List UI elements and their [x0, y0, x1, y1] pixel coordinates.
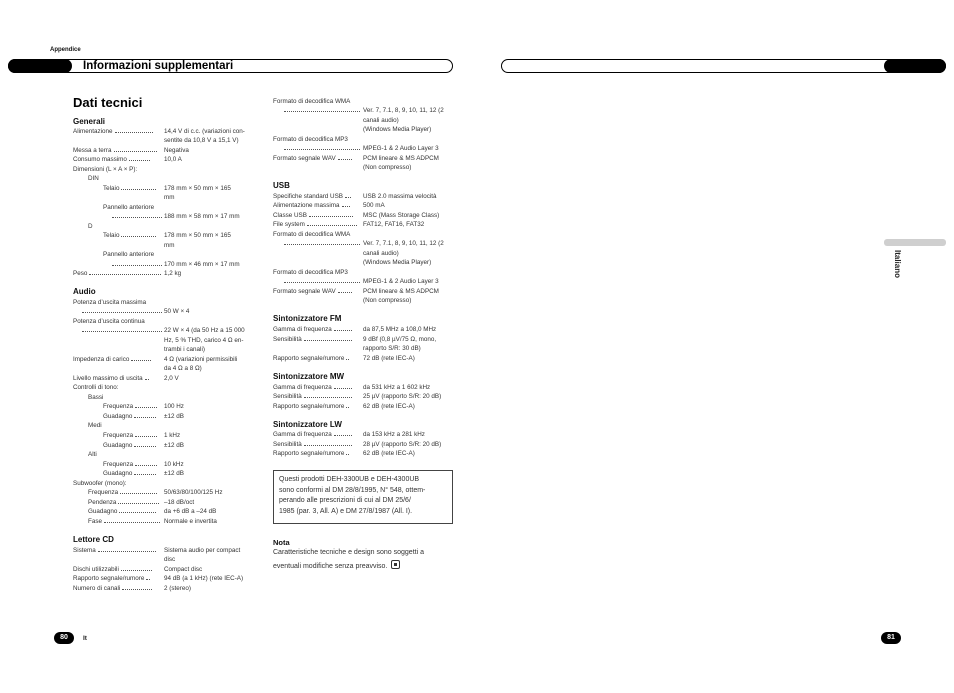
- end-mark-icon: [391, 560, 400, 569]
- nota-line-2: [273, 560, 400, 570]
- spec-usb-alim-v: 500 mA: [363, 202, 385, 209]
- spec-usb-std: Specifiche standard USB: [273, 192, 353, 201]
- spec-din-telaio: Telaio: [103, 184, 158, 193]
- lettore-heading: Lettore CD: [73, 535, 114, 544]
- spec-medi-freq: Frequenza: [103, 431, 159, 440]
- spec-mw-sens: Sensibilità: [273, 392, 354, 401]
- spec-fm-sens-v2: rapporto S/R: 30 dB): [363, 345, 421, 352]
- spec-wav-1-v2: (Non compresso): [363, 164, 412, 171]
- language-label: Italiano: [893, 250, 902, 279]
- usb-heading: USB: [273, 181, 290, 190]
- spec-mw-sens-v: 25 µV (rapporto S/R: 20 dB): [363, 393, 442, 400]
- spec-wav-2: Formato segnale WAV: [273, 287, 354, 296]
- compliance-line-1: Questi prodotti DEH-3300UB e DEH-4300UB: [279, 476, 420, 483]
- spec-fm-gamma: Gamma di frequenza: [273, 325, 354, 334]
- spec-wma-1-v3: (Windows Media Player): [363, 126, 432, 133]
- spec-pot-max: Potenza d’uscita massima: [73, 299, 147, 306]
- header-bar-right: [501, 59, 946, 73]
- spec-mw-gamma: Gamma di frequenza: [273, 383, 354, 392]
- spec-bassi-guad-v: ±12 dB: [164, 413, 184, 420]
- spec-wma-2-v1: Ver. 7, 7.1, 8, 9, 10, 11, 12 (2: [363, 240, 444, 247]
- spec-mp3-2-v: MPEG-1 & 2 Audio Layer 3: [363, 278, 439, 285]
- spec-consumo-v: 10,0 A: [164, 156, 182, 163]
- spec-subwoofer: Subwoofer (mono):: [73, 480, 127, 487]
- spec-wma-1-v2: canali audio): [363, 117, 399, 124]
- spec-alimentazione: Alimentazione: [73, 127, 155, 136]
- spec-d-pannello: Pannello anteriore: [103, 251, 155, 258]
- spec-wma-2: Formato di decodifica WMA: [273, 231, 351, 238]
- spec-d-telaio-v2: mm: [164, 242, 175, 249]
- spec-alimentazione-v2: sentite da 10,8 V a 15,1 V): [164, 137, 239, 144]
- spec-mw-rapp: Rapporto segnale/rumore: [273, 402, 351, 411]
- spec-wav-2-v1: PCM lineare & MS ADPCM: [363, 288, 439, 295]
- spec-alti-guad-v: ±12 dB: [164, 470, 184, 477]
- nota-line-1: Caratteristiche tecniche e design sono soggetti a: [273, 549, 424, 556]
- spec-wma-2-v3: (Windows Media Player): [363, 259, 432, 266]
- spec-impedenza-v1: 4 Ω (variazioni permissibili: [164, 356, 238, 363]
- spec-peso: Peso: [73, 269, 163, 278]
- spec-alti-guad: Guadagno: [103, 469, 158, 478]
- compliance-line-4: 1985 (par. 3, All. A) e DM 27/8/1987 (All. I).: [279, 507, 413, 515]
- audio-heading: Audio: [73, 287, 96, 296]
- spec-d-telaio: Telaio: [103, 231, 158, 240]
- lw-heading: Sintonizzatore LW: [273, 420, 342, 429]
- spec-medi-guad-v: ±12 dB: [164, 442, 184, 449]
- language-code: It: [83, 635, 87, 642]
- spec-pendenza-v: –18 dB/oct: [164, 499, 195, 506]
- nota-heading: Nota: [273, 538, 290, 547]
- spec-usb-classe: Classe USB: [273, 211, 355, 220]
- spec-wav-2-v2: (Non compresso): [363, 297, 412, 304]
- spec-lw-rapp-v: 62 dB (rete IEC-A): [363, 450, 415, 457]
- spec-pot-cont: Potenza d’uscita continua: [73, 318, 145, 325]
- spec-fm-sens-v1: 9 dBf (0,8 µV/75 Ω, mono,: [363, 336, 437, 343]
- spec-mp3-2: Formato di decodifica MP3: [273, 269, 348, 276]
- spec-dischi-v: Compact disc: [164, 566, 203, 573]
- spec-sub-freq-v: 50/63/80/100/125 Hz: [164, 489, 223, 496]
- spec-mp3-1-v: MPEG-1 & 2 Audio Layer 3: [363, 145, 439, 152]
- spec-sistema-v1: Sistema audio per compact: [164, 547, 241, 554]
- spec-din-pannello-lead: [110, 212, 164, 221]
- spec-wav-1-v1: PCM lineare & MS ADPCM: [363, 155, 439, 162]
- spec-usb-fs: File system: [273, 220, 359, 229]
- spec-impedenza-v2: da 4 Ω a 8 Ω): [164, 365, 202, 372]
- spec-usb-std-v: USB 2.0 massima velocità: [363, 193, 437, 200]
- spec-d-pannello-v: 170 mm × 46 mm × 17 mm: [164, 261, 240, 268]
- spec-canali-v: 2 (stereo): [164, 585, 191, 592]
- spec-fase: Fase: [88, 517, 162, 526]
- spec-lw-gamma-v: da 153 kHz a 281 kHz: [363, 431, 425, 438]
- spec-consumo: Consumo massimo: [73, 155, 152, 164]
- spec-peso-v: 1,2 kg: [164, 270, 182, 277]
- spec-alimentazione-v1: 14,4 V di c.c. (variazioni con-: [164, 128, 245, 135]
- language-tab: [884, 239, 946, 246]
- spec-livello: Livello massimo di uscita: [73, 374, 151, 383]
- page-title: Dati tecnici: [73, 95, 143, 110]
- spec-mp3-1: Formato di decodifica MP3: [273, 136, 348, 143]
- spec-pendenza: Pendenza: [88, 498, 161, 507]
- spec-usb-alim: Alimentazione massima: [273, 201, 352, 210]
- spec-bassi-freq: Frequenza: [103, 402, 159, 411]
- generali-heading: Generali: [73, 117, 106, 126]
- spec-usb-classe-v: MSC (Mass Storage Class): [363, 212, 440, 219]
- spec-wma-1-lead: [282, 106, 362, 115]
- spec-controlli: Controlli di tono:: [73, 384, 119, 391]
- spec-livello-v: 2,0 V: [164, 375, 179, 382]
- spec-mw-rapp-v: 62 dB (rete IEC-A): [363, 403, 415, 410]
- spec-dischi: Dischi utilizzabili: [73, 565, 154, 574]
- spec-mp3-1-lead: [282, 144, 362, 153]
- spec-fase-v: Normale e invertita: [164, 518, 217, 525]
- spec-pot-cont-v3: trambi i canali): [164, 346, 205, 353]
- spec-massa: Messa a terra: [73, 146, 159, 155]
- mw-heading: Sintonizzatore MW: [273, 372, 345, 381]
- spec-medi-freq-v: 1 kHz: [164, 432, 181, 439]
- spec-dimensioni: Dimensioni (L × A × P):: [73, 166, 138, 173]
- spec-sub-freq: Frequenza: [88, 488, 159, 497]
- spec-d-pannello-lead: [110, 260, 164, 269]
- fm-heading: Sintonizzatore FM: [273, 314, 342, 323]
- section-title: Informazioni supplementari: [83, 60, 234, 72]
- spec-din-pannello: Pannello anteriore: [103, 204, 155, 211]
- spec-pot-max-lead: [80, 307, 164, 316]
- spec-fm-gamma-v: da 87,5 MHz a 108,0 MHz: [363, 326, 437, 333]
- spec-canali: Numero di canali: [73, 584, 154, 593]
- spec-pot-max-v: 50 W × 4: [164, 308, 190, 315]
- spec-lw-sens: Sensibilità: [273, 440, 354, 449]
- spec-rapporto-cd-v: 94 dB (a 1 kHz) (rete IEC-A): [164, 575, 244, 582]
- spec-d-telaio-v1: 178 mm × 50 mm × 165: [164, 232, 231, 239]
- spec-usb-fs-v: FAT12, FAT16, FAT32: [363, 221, 425, 228]
- spec-din-telaio-v1: 178 mm × 50 mm × 165: [164, 185, 231, 192]
- spec-wma-1: Formato di decodifica WMA: [273, 98, 351, 105]
- spec-alti: Alti: [88, 451, 97, 458]
- spec-wma-2-v2: canali audio): [363, 250, 399, 257]
- spec-sistema-v2: disc: [164, 556, 176, 563]
- spec-wma-1-v1: Ver. 7, 7.1, 8, 9, 10, 11, 12 (2: [363, 107, 444, 114]
- spec-impedenza: Impedenza di carico: [73, 355, 153, 364]
- spec-d: D: [88, 223, 93, 230]
- spec-mw-gamma-v: da 531 kHz a 1 602 kHz: [363, 384, 431, 391]
- spec-lw-sens-v: 28 µV (rapporto S/R: 20 dB): [363, 441, 442, 448]
- page-number-left: 80: [54, 632, 74, 644]
- header-pill-left: [8, 59, 72, 73]
- compliance-box: [273, 470, 453, 524]
- nota-line-2-text: eventuali modifiche senza preavviso.: [273, 563, 388, 570]
- spec-sub-guad: Guadagno: [88, 507, 158, 516]
- spec-medi: Medi: [88, 422, 102, 429]
- spec-rapporto-cd: Rapporto segnale/rumore: [73, 574, 152, 583]
- page-number-right: 81: [881, 632, 901, 644]
- spec-alti-freq-v: 10 kHz: [164, 461, 184, 468]
- spec-sistema: Sistema: [73, 546, 158, 555]
- spec-sub-guad-v: da +6 dB a –24 dB: [164, 508, 217, 515]
- spec-medi-guad: Guadagno: [103, 441, 158, 450]
- spec-pot-cont-v1: 22 W × 4 (da 50 Hz a 15 000: [164, 327, 245, 334]
- spec-lw-rapp: Rapporto segnale/rumore: [273, 449, 351, 458]
- spec-din-telaio-v2: mm: [164, 194, 175, 201]
- spec-wma-2-lead: [282, 239, 362, 248]
- spec-mp3-2-lead: [282, 277, 362, 286]
- compliance-line-3: perando alle prescrizioni di cui al DM 25/6/: [279, 497, 411, 504]
- spec-wav-1: Formato segnale WAV: [273, 154, 354, 163]
- spec-din-pannello-v: 188 mm × 58 mm × 17 mm: [164, 213, 240, 220]
- spec-din: DIN: [88, 175, 99, 182]
- spec-bassi-guad: Guadagno: [103, 412, 158, 421]
- spec-bassi: Bassi: [88, 394, 104, 401]
- header-pill-right: [884, 59, 946, 73]
- compliance-line-2: sono conformi al DM 28/8/1995, N° 548, ottem-: [279, 486, 426, 494]
- spec-massa-v: Negativa: [164, 147, 189, 154]
- spec-bassi-freq-v: 100 Hz: [164, 403, 184, 410]
- spec-lw-gamma: Gamma di frequenza: [273, 430, 354, 439]
- spec-pot-cont-lead: [80, 326, 164, 335]
- spec-fm-sens: Sensibilità: [273, 335, 354, 344]
- spec-fm-rapp: Rapporto segnale/rumore: [273, 354, 351, 363]
- appendix-label: Appendice: [50, 47, 81, 53]
- spec-fm-rapp-v: 72 dB (rete IEC-A): [363, 355, 415, 362]
- spec-alti-freq: Frequenza: [103, 460, 159, 469]
- spec-pot-cont-v2: Hz, 5 % THD, carico 4 Ω en-: [164, 337, 244, 344]
